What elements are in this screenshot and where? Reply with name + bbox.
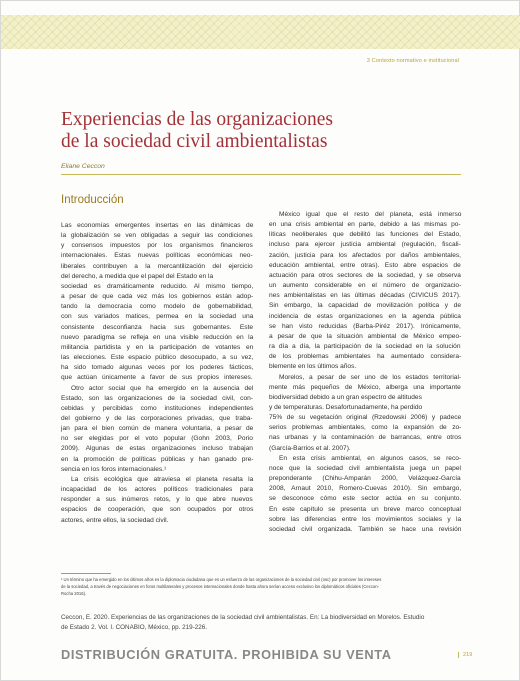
text-line: sobre las diferencias entre los movimientos sociales y la: [269, 515, 462, 523]
text-line: actuación para otros sectores de la sociedad, y se observa: [269, 271, 461, 279]
text-line: Rocha 2016).: [61, 590, 87, 596]
text-line: ¹ Un término que ha emergido en los últimos años es la diplomacia ciudadana que es un esfuerzo de las organizaciones de la sociedad civil (osc) por promover los intereses: [61, 577, 382, 582]
text-line: 2008, Arnaut 2010, Romero-Cuevas 2010). Sin embargo,: [269, 485, 462, 493]
author-name: Eliane Ceccon: [61, 163, 105, 170]
text-line: nas urbanas y la contaminación de barrancas, entre otros: [269, 434, 462, 442]
text-line: educación ambiental, entre otras). Esto abre espacios de: [269, 261, 461, 269]
running-head: 3 Contexto normativo e institucional: [366, 58, 459, 64]
chapter-title-line: de la sociedad civil ambientalistas: [61, 131, 328, 152]
text-line: líticas neoliberales que debilitó las funciones del Estado,: [269, 231, 461, 239]
text-line: En esta crisis ambiental, en algunos casos, se reco-: [279, 454, 462, 462]
text-line: no ser elegidas por el voto popular (Gohn 2003, Porio: [61, 435, 253, 443]
text-line: cebidas y percibidas como instituciones independientes: [61, 404, 254, 412]
text-line: Las economías emergentes insertas en las dinámicas de: [61, 222, 254, 229]
text-line: Morelos, a pesar de ser uno de los estados territorial-: [279, 373, 462, 381]
text-line: ra día a día, la participación de la sociedad en la solución: [269, 343, 461, 351]
body-column-right: [269, 210, 461, 535]
text-line: en una crisis ambiental en parte, debido a las mismas po-: [269, 221, 461, 229]
text-line: con sus variados matices, permea en la sociedad una: [61, 313, 254, 321]
text-line: zación, justicia para los afectados por daños ambientales,: [269, 251, 462, 259]
text-line: preponderante (Chihu-Amparán 2000, Velázquez-García: [269, 475, 461, 483]
text-line: de los problemas ambientales ha aumentado considera-: [269, 353, 462, 361]
text-line: en la promoción de políticas públicas y han ganado pre-: [61, 455, 254, 463]
page-number: 219: [458, 652, 472, 658]
text-line: incidencia de estas organizaciones en la agenda pública: [269, 312, 461, 320]
text-line: jan para el bien común de manera voluntaria, a pesar de: [61, 425, 254, 433]
text-line: Ceccon, E. 2020. Experiencias de las organizaciones de la sociedad civil ambientalistas. En: La biodiversidad en Morelos. Estudio: [61, 614, 425, 621]
text-line: que actúan únicamente a favor de sus propios intereses.: [61, 374, 253, 382]
text-line: militancia partidista y en la participación de votantes en: [61, 343, 254, 351]
text-line: (García-Barrios et al. 2007).: [269, 444, 351, 452]
text-line: a pesar de que cada vez más los gobiernos están adop-: [61, 293, 254, 301]
text-line: consistente desconfianza hacia sus gobernantes. Este: [61, 323, 254, 331]
text-line: sociedad es dramáticamente reducido. Al mismo tiempo,: [61, 282, 254, 290]
text-line: internacionales. Estas nuevas políticas económicas neo-: [61, 252, 253, 260]
section-heading: Introducción: [61, 194, 124, 206]
text-line: mente más pequeños de México, alberga una importante: [269, 383, 461, 391]
text-line: blemente en los últimos años.: [269, 363, 357, 371]
text-line: a pesar de que la situación ambiental de México empeo-: [269, 332, 462, 340]
text-line: noce que la sociedad civil ambientalista juega un papel: [269, 464, 461, 472]
text-line: las elecciones. Este espacio público desocupado, a su vez,: [61, 354, 254, 362]
author-divider: [61, 174, 461, 175]
text-line: nes ambientalistas en las últimas décadas (CIVICUS 2017).: [269, 292, 461, 300]
text-line: responder a sus inúmeros retos, y lo que abre nuevos: [61, 496, 253, 504]
text-line: biodiversidad debido a un gran espectro de altitudes: [269, 393, 422, 401]
text-line: ha sido tomado algunas veces por los poderes fácticos,: [61, 364, 254, 372]
text-line: 75% de su vegetación original (Rzedowski 2006) y padece: [269, 414, 462, 422]
text-line: En este capítulo se presenta un breve marco conceptual: [269, 505, 461, 513]
text-line: liberales contribuyen a la mercantilización del ejercicio: [61, 262, 253, 270]
text-line: y de temperaturas. Desafortunadamente, ha perdido: [269, 403, 423, 411]
text-line: un aumento considerable en el número de organizacio-: [269, 282, 462, 290]
text-line: serios problemas ambientales, como la expansión de zo-: [269, 424, 462, 432]
text-line: Otro actor social que ha emergido en la ausencia del: [71, 384, 254, 392]
text-line: sencia en los foros internacionales.¹: [61, 465, 167, 473]
chapter-title-line: Experiencias de las organizaciones: [61, 109, 333, 130]
text-line: Sin embargo, la capacidad de movilización política y de: [269, 302, 462, 310]
text-line: del gobierno y de las corporaciones privadas, que traba-: [61, 414, 253, 422]
text-line: del derecho, a medida que el papel del Estado en la: [61, 272, 214, 280]
text-line: incluso para ejercer justicia ambiental (regulación, fiscali-: [269, 241, 461, 249]
text-line: incapacidad de los actores políticos tradicionales para: [61, 486, 253, 494]
body-column-left: [61, 221, 253, 526]
text-line: y consensos impuestos por los organismos financieros: [61, 242, 253, 250]
text-line: de la sociedad, a través de negociaciones en foros multilaterales y procesos internacionales donde hasta ahora serían acceso exclusivo los diplomáticos oficiales (Ceccon-: [61, 583, 379, 589]
text-line: tando la democracia como modelo de gobernabilidad,: [61, 303, 253, 311]
text-line: espacios de cooperación, que son ocupados por otros: [61, 506, 254, 514]
footnote: [61, 577, 466, 597]
text-line: actores, entre ellos, la sociedad civil.: [61, 516, 169, 524]
text-line: sociedad civil organizada. También se hace una revisión: [269, 525, 462, 533]
footnote-divider: [61, 573, 111, 574]
text-line: México igual que el resto del planeta, está inmerso: [279, 211, 462, 218]
text-line: la globalización se ven obligadas a seguir las condiciones: [61, 232, 253, 240]
decorative-banner: [1, 15, 520, 49]
chapter-title: [61, 109, 461, 153]
distribution-notice: DISTRIBUCIÓN GRATUITA. PROHIBIDA SU VENTA: [61, 647, 392, 662]
text-line: de Estado 2. Vol. I. CONABIO, México, pp. 219-226.: [61, 624, 207, 631]
citation: [61, 613, 466, 633]
text-line: 2009). Algunas de estas organizaciones incluso trabajan: [61, 445, 253, 453]
text-line: Estado, son las organizaciones de la sociedad civil, con-: [61, 394, 253, 402]
text-line: nuevo paradigma se refleja en una visible reducción en la: [61, 333, 254, 341]
text-line: La crisis ecológica que atraviesa el planeta resalta la: [71, 475, 254, 483]
text-line: se han visto reducidas (Barba-Piréz 2017). Irónicamente,: [269, 322, 461, 330]
text-line: se desconoce cómo este sector actúa en su conjunto.: [269, 495, 462, 503]
